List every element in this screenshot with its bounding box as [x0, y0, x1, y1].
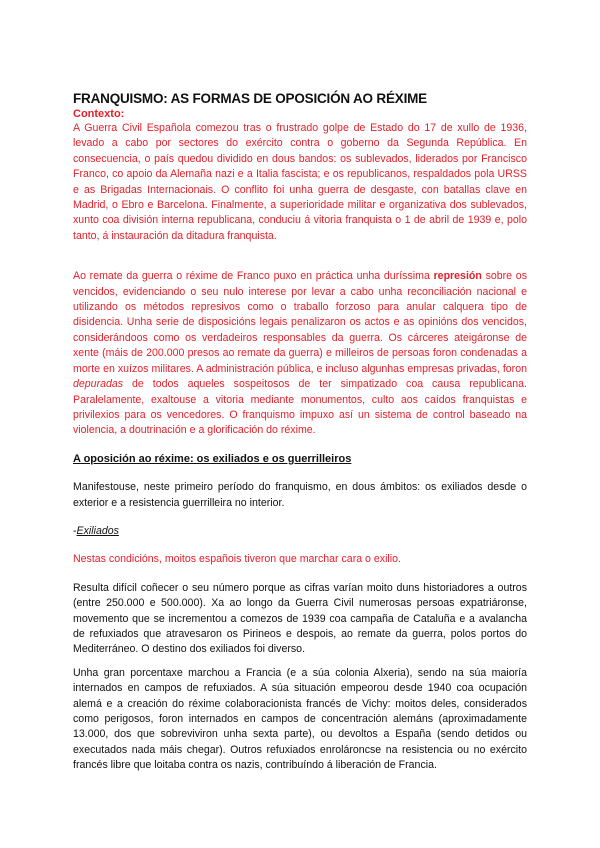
context-label: Contexto:: [73, 108, 125, 120]
intro-paragraph: Manifestouse, neste primeiro período do franquismo, en dous ámbitos: os exiliados desde o exterior e a resistencia guerrilleira no interior.: [73, 481, 527, 509]
context-paragraph: A Guerra Civil Española comezou tras o frustrado golpe de Estado do 17 de xullo de 1936, levado a cabo por sectores do exército contra o goberno da Segunda República. En consecuencia, o país quedou dividido en dous bandos: os sublevados, liderados por Francisco Franco, co apoio da Alemaña nazi e a Italia fascista; e os republicanos, respaldados pola URSS e as Brigadas Internacionais. O conflito foi unha guerra de desgaste, con batallas clave en Madrid, o Ebro e Barcelona. Finalmente, a superioridade militar e organizativa dos sublevados, xunto coa división interna republicana, conduciu á vitoria franquista o 1 de abril de 1939 e, polo tanto, á instauración da ditadura franquista.: [73, 122, 527, 242]
subsection-dash: -: [73, 524, 77, 537]
document-body: [73, 91, 527, 774]
subsection-label: Exiliados: [76, 524, 119, 537]
repression-keyword: represión: [433, 270, 482, 283]
repression-italic: depuradas: [73, 378, 124, 391]
repression-paragraph: [73, 269, 527, 438]
subsection-heading: [73, 524, 527, 539]
repression-text-2: sobre os vencidos, evidenciando o seu nulo interese por levar a cabo unha reconciliación nacional e utilizando os métodos represivos como o traballo forzoso para anular calquera tipo de disidencia. Unha serie de disposicións legais penalizaron os actos e as opinións dos vencidos, considerándoos como os verdadeiros responsables da guerra. Os cárceres ateigáronse de xente (máis de 200.000 presos ao remate da guerra) e milleiros de persoas foron condenadas a morte en xuízos militares. A administración pública, e incluso algunhas empresas privadas, foron: [73, 270, 527, 375]
repression-text-1: Ao remate da guerra o réxime de Franco puxo en práctica unha duríssima: [73, 270, 434, 283]
repression-text-3: de todos aqueles sospeitosos de ter simpatizado coa causa republicana. Paralelamente, exaltouse a vitoria mediante monumentos, culto aos caídos franquistas e privilexios para os vencedores. O franquismo impuxo así un sistema de control baseado na violencia, a doutrinación e a glorificación do réxime.: [73, 378, 527, 437]
section-heading: A oposición ao réxime: os exiliados e os guerrilleiros: [73, 452, 352, 465]
exile-paragraph-2: Unha gran porcentaxe marchou a Francia (e a súa colonia Alxeria), sendo na súa maioría internados en campos de refuxiados. A súa situación empeorou desde 1940 coa ocupación alemá e a creación do réxime colaboracionista francés de Vichy: moitos deles, considerados como perigosos, foron internados en campos de concentración alemáns (aproximadamente 13.000, dos que sobreviviron unha sexta parte), ou devoltos a España (sendo detidos ou executados nada máis chegar). Outros refuxiados enrolároncse na resistencia ou no exército francés libre que loitaba contra os nazis, contribuíndo á liberación de Francia.: [73, 666, 527, 772]
exile-paragraph-1: Resulta difícil coñecer o seu número porque as cifras varían moito duns historiadores a outros (entre 250.000 e 500.000). Xa ao longo da Guerra Civil numerosas persoas expatriáronse, movemento que se incrementou a comezos de 1939 coa campaña de Cataluña e a avalancha de refuxiados que atravesaron os Pirineos e despois, ao remate da guerra, polos portos do Mediterráneo. O destino dos exiliados foi diverso.: [73, 581, 527, 656]
page-title: FRANQUISMO: AS FORMAS DE OPOSICIÓN AO RÉXIME: [73, 91, 427, 106]
exile-intro: Nestas condicións, moitos españois tiveron que marchar cara o exilio.: [73, 553, 401, 566]
